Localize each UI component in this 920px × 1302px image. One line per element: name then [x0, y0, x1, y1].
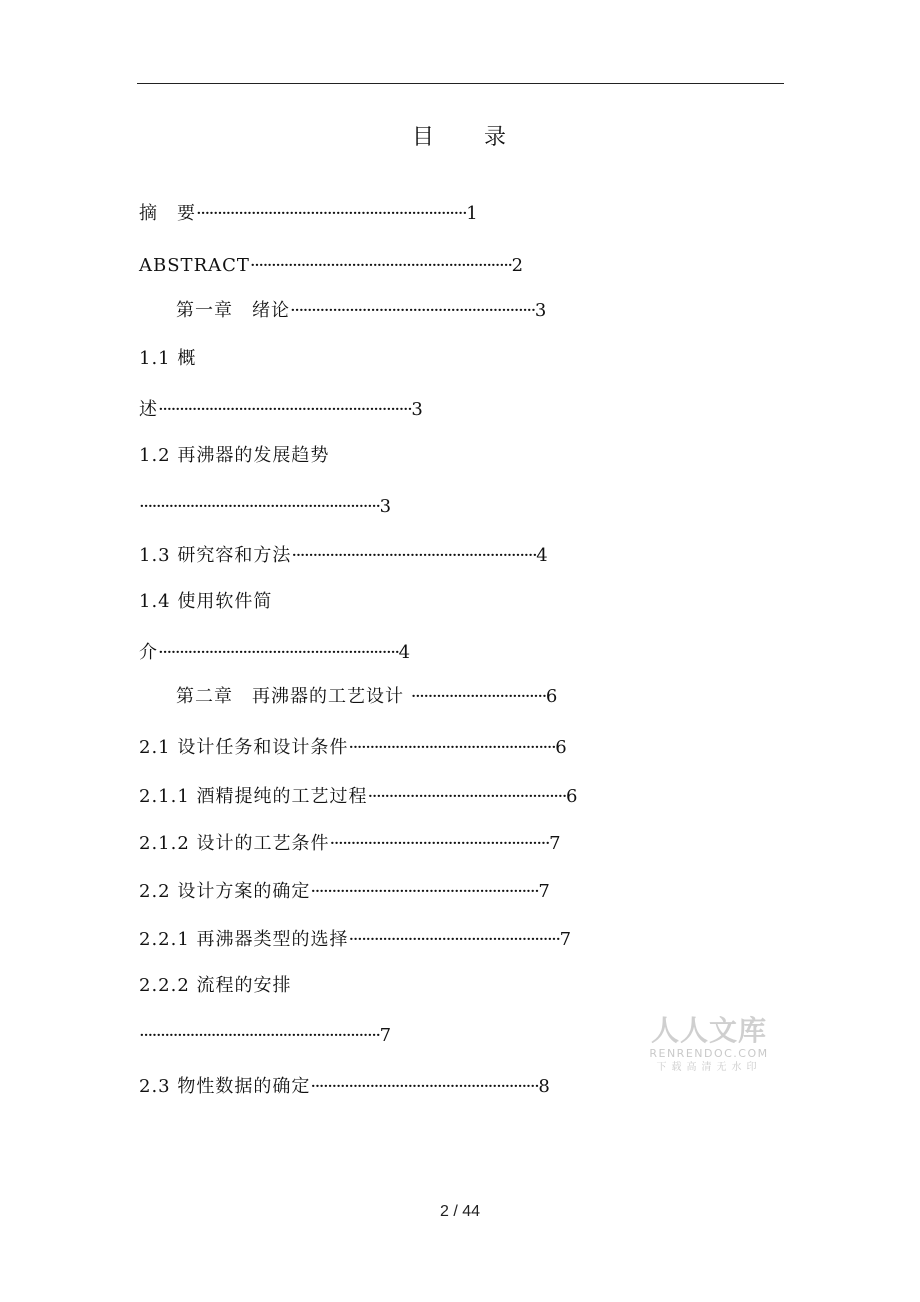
watermark — [643, 1015, 775, 1075]
toc-entry — [139, 255, 524, 277]
toc-entry — [139, 1076, 551, 1098]
watermark-title: 人人文库 — [650, 1014, 767, 1047]
page-indicator: 2 / 44 — [439, 1203, 481, 1220]
toc-entry-page: 6 — [565, 786, 579, 807]
toc-entry-leader: ························································· — [158, 642, 399, 663]
toc-entry — [139, 786, 578, 808]
toc-entry-page: 7 — [549, 833, 562, 854]
toc-entry-page: 8 — [538, 1076, 551, 1097]
toc-entry-leader: ······················································ — [310, 881, 539, 902]
toc-entry-text: 1.3 研究容和方法 — [139, 545, 292, 566]
toc-entry-page: 4 — [398, 642, 412, 663]
toc-entry-leader: ················································· — [348, 737, 556, 758]
toc-entry-text: 述 — [139, 399, 158, 420]
toc-entry-page: 7 — [559, 929, 573, 950]
page-title — [0, 120, 920, 151]
toc-entry-leader: ································ — [410, 686, 546, 707]
title-char-2: 录 — [484, 125, 509, 150]
toc-entry-text: ABSTRACT — [139, 255, 250, 276]
toc-entry-text: 第二章 再沸器的工艺设计 — [176, 686, 411, 707]
toc-entry — [139, 642, 411, 664]
toc-entry-leader: ···················································· — [329, 833, 550, 854]
toc-entry-page: 3 — [379, 496, 393, 517]
toc-entry — [139, 1025, 392, 1047]
toc-entry-page: 3 — [534, 300, 548, 321]
toc-entry — [139, 929, 572, 951]
toc-entry-text: 2.1.1 酒精提纯的工艺过程 — [139, 786, 368, 807]
toc-entry-page: 6 — [545, 686, 559, 707]
toc-entry-leader: ······················································ — [310, 1076, 539, 1097]
toc-entry-leader: ························································· — [139, 1025, 380, 1046]
toc-entry-text: 2.2 设计方案的确定 — [139, 881, 311, 902]
toc-entry — [139, 833, 562, 855]
toc-entry — [139, 881, 551, 903]
toc-entry — [139, 975, 292, 997]
toc-entry-leader: ··············································· — [367, 786, 566, 807]
toc-entry-page: 2 — [511, 255, 525, 276]
toc-entry-text: 1.1 概 — [139, 348, 197, 369]
toc-entry-text: 摘 要 — [139, 203, 196, 224]
toc-entry-leader: ·························································· — [291, 545, 537, 566]
toc-entry-text: 2.2.1 再沸器类型的选择 — [139, 929, 349, 950]
toc-entry — [176, 686, 558, 708]
toc-entry-text: 2.1.2 设计的工艺条件 — [139, 833, 330, 854]
toc-entry — [139, 591, 272, 613]
toc-entry-leader: ······························································ — [249, 255, 512, 276]
toc-entry-page: 4 — [536, 545, 549, 566]
toc-entry-page: 1 — [466, 203, 479, 224]
toc-entry-text: 2.3 物性数据的确定 — [139, 1076, 311, 1097]
toc-entry — [176, 300, 547, 322]
title-char-1: 目 — [411, 125, 436, 150]
header-rule — [137, 83, 784, 84]
toc-entry — [139, 737, 568, 759]
toc-entry-text: 第一章 绪论 — [176, 300, 290, 321]
toc-entry — [139, 348, 196, 370]
toc-entry-page: 6 — [555, 737, 568, 758]
toc-entry — [139, 399, 424, 421]
toc-entry — [139, 496, 392, 518]
toc-entry-page: 7 — [538, 881, 551, 902]
toc-entry-leader: ························································· — [139, 496, 380, 517]
toc-entry — [139, 445, 329, 467]
watermark-site: RENRENDOC.COM — [649, 1047, 769, 1060]
toc-entry-leader: ···························································· — [158, 399, 412, 420]
toc-entry — [139, 545, 549, 567]
toc-entry-page: 7 — [379, 1025, 393, 1046]
toc-entry-text: 介 — [139, 642, 158, 663]
toc-entry-page: 3 — [411, 399, 424, 420]
toc-entry-text: 1.2 再沸器的发展趋势 — [139, 445, 330, 466]
toc-entry-text: 1.4 使用软件简 — [139, 591, 273, 612]
toc-entry-leader: ································································ — [196, 203, 467, 224]
toc-entry-leader: ·························································· — [290, 300, 535, 321]
toc-entry-text: 2.1 设计任务和设计条件 — [139, 737, 349, 758]
watermark-subtitle: 下载高清无水印 — [656, 1062, 762, 1073]
toc-entry — [139, 203, 479, 225]
toc-entry-text: 2.2.2 流程的安排 — [139, 975, 292, 996]
toc-entry-leader: ·················································· — [348, 929, 560, 950]
